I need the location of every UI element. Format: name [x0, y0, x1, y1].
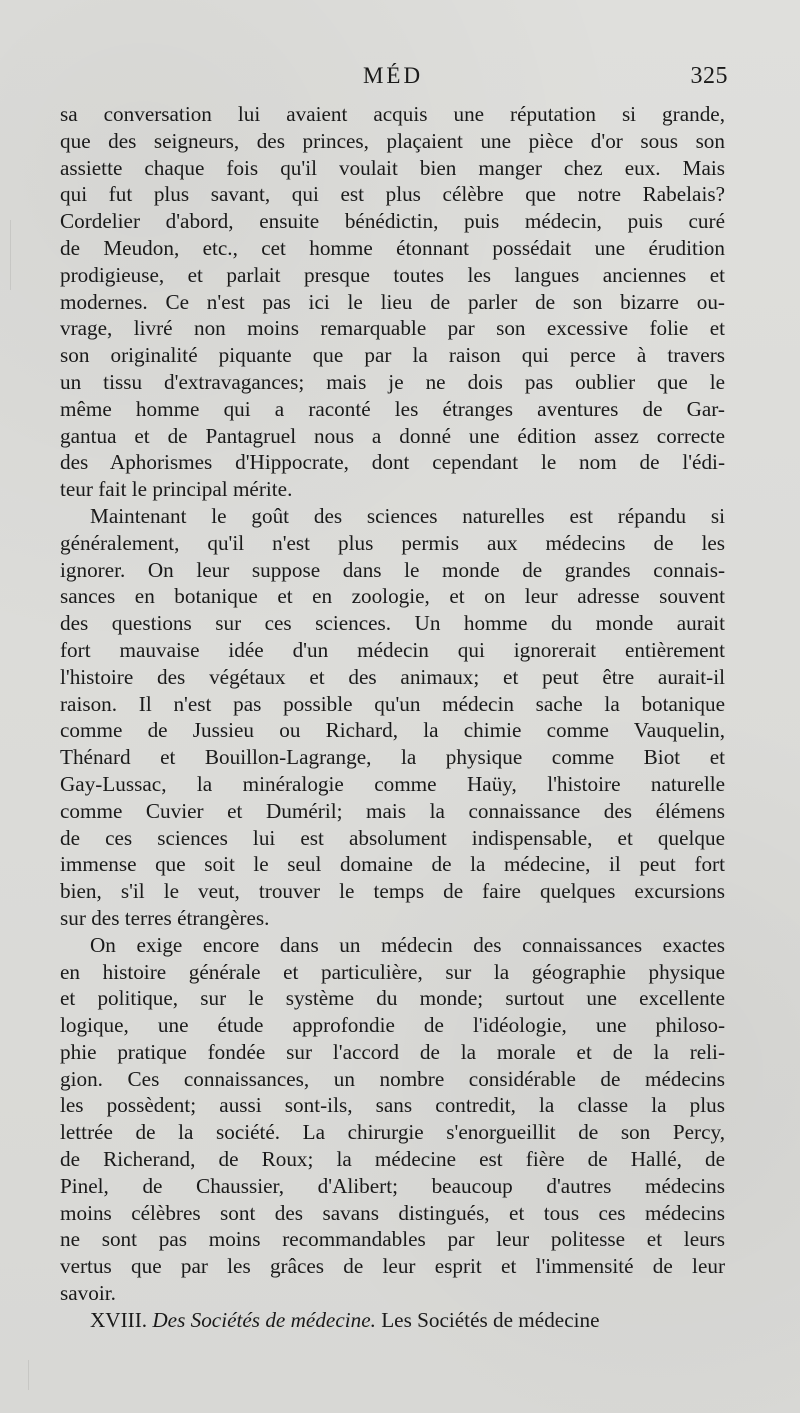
- text-line: de ces sciences lui est absolument indispensable, et quelque: [60, 825, 725, 850]
- text-line: les possèdent; aussi sont-ils, sans contredit, la classe la plus: [60, 1093, 725, 1118]
- text-line: Gay-Lussac, la minéralogie comme Haüy, l'histoire naturelle: [60, 771, 725, 796]
- paper-scan-mark: [10, 220, 11, 290]
- text-line: même homme qui a raconté les étranges aventures de Gar-: [60, 396, 725, 421]
- text-line: sur des terres étrangères.: [60, 905, 270, 930]
- page-number: 325: [690, 63, 728, 89]
- section-number: XVIII.: [90, 1307, 148, 1332]
- text-line: Thénard et Bouillon-Lagrange, la physique comme Biot et: [60, 745, 725, 770]
- text-line: ignorer. On leur suppose dans le monde de grandes connais-: [60, 557, 725, 582]
- text-line: sances en botanique et en zoologie, et on leur adresse souvent: [60, 584, 725, 609]
- text-line: l'histoire des végétaux et des animaux; et peut être aurait-il: [60, 664, 725, 689]
- text-line: en histoire générale et particulière, sur la géographie physique: [60, 959, 725, 984]
- text-line: assiette chaque fois qu'il voulait bien manger chez eux. Mais: [60, 155, 725, 180]
- text-line: modernes. Ce n'est pas ici le lieu de parler de son bizarre ou-: [60, 289, 725, 314]
- text-line: On exige encore dans un médecin des connaissances exactes: [90, 932, 725, 957]
- text-line: comme de Jussieu ou Richard, la chimie comme Vauquelin,: [60, 718, 725, 743]
- text-line: un tissu d'extravagances; mais je ne dois pas oublier que le: [60, 369, 725, 394]
- text-line: lettrée de la société. La chirurgie s'enorgueillit de son Percy,: [60, 1120, 725, 1145]
- text-line: que des seigneurs, des princes, plaçaient une pièce d'or sous son: [60, 128, 725, 153]
- text-line: de Richerand, de Roux; la médecine est fière de Hallé, de: [60, 1147, 725, 1172]
- text-line: raison. Il n'est pas possible qu'un médecin sache la botanique: [60, 691, 725, 716]
- text-line: des Aphorismes d'Hippocrate, dont cependant le nom de l'édi-: [60, 450, 725, 475]
- text-line: bien, s'il le veut, trouver le temps de faire quelques excursions: [60, 879, 725, 904]
- text-line: son originalité piquante que par la raison qui perce à travers: [60, 343, 725, 368]
- text-line: gion. Ces connaissances, un nombre considérable de médecins: [60, 1066, 725, 1091]
- text-line: et politique, sur le système du monde; surtout une excellente: [60, 986, 725, 1011]
- running-head: MÉD: [362, 63, 424, 88]
- text-line: savoir.: [60, 1281, 116, 1306]
- text-line: comme Cuvier et Duméril; mais la connaissance des élémens: [60, 798, 725, 823]
- text-line: gantua et de Pantagruel nous a donné une édition assez correcte: [60, 423, 725, 448]
- text-line: de Meudon, etc., cet homme étonnant possédait une érudition: [60, 235, 725, 260]
- text-line: moins célèbres sont des savans distingués, et tous ces médecins: [60, 1200, 725, 1225]
- text-line: Cordelier d'abord, ensuite bénédictin, puis médecin, puis curé: [60, 209, 725, 234]
- text-line: vertus que par les grâces de leur esprit et l'immensité de leur: [60, 1254, 725, 1279]
- text-line: vrage, livré non moins remarquable par son excessive folie et: [60, 316, 725, 341]
- section-title: Des Sociétés de médecine.: [152, 1307, 376, 1332]
- text-line: Pinel, de Chaussier, d'Alibert; beaucoup d'autres médecins: [60, 1173, 725, 1198]
- text-line: prodigieuse, et parlait presque toutes les langues anciennes et: [60, 262, 725, 287]
- text-line: teur fait le principal mérite.: [60, 477, 293, 502]
- text-line: généralement, qu'il n'est plus permis aux médecins de les: [60, 530, 725, 555]
- text-line: ne sont pas moins recommandables par leur politesse et leurs: [60, 1227, 725, 1252]
- text-line: Maintenant le goût des sciences naturelles est répandu si: [90, 503, 725, 528]
- section-heading-line: [60, 1307, 725, 1334]
- text-line: qui fut plus savant, qui est plus célèbre que notre Rabelais?: [60, 182, 725, 207]
- section-continuation: Les Sociétés de médecine: [381, 1307, 600, 1332]
- text-line: immense que soit le seul domaine de la médecine, il peut fort: [60, 852, 725, 877]
- text-line: fort mauvaise idée d'un médecin qui ignorerait entièrement: [60, 637, 725, 662]
- main-text: [60, 101, 725, 1334]
- text-line: phie pratique fondée sur l'accord de la morale et de la reli-: [60, 1039, 725, 1064]
- text-line: des questions sur ces sciences. Un homme du monde aurait: [60, 611, 725, 636]
- paper-scan-mark: [28, 1360, 29, 1390]
- text-line: logique, une étude approfondie de l'idéologie, une philoso-: [60, 1013, 725, 1038]
- page-header: [58, 63, 728, 99]
- text-line: sa conversation lui avaient acquis une réputation si grande,: [60, 102, 725, 126]
